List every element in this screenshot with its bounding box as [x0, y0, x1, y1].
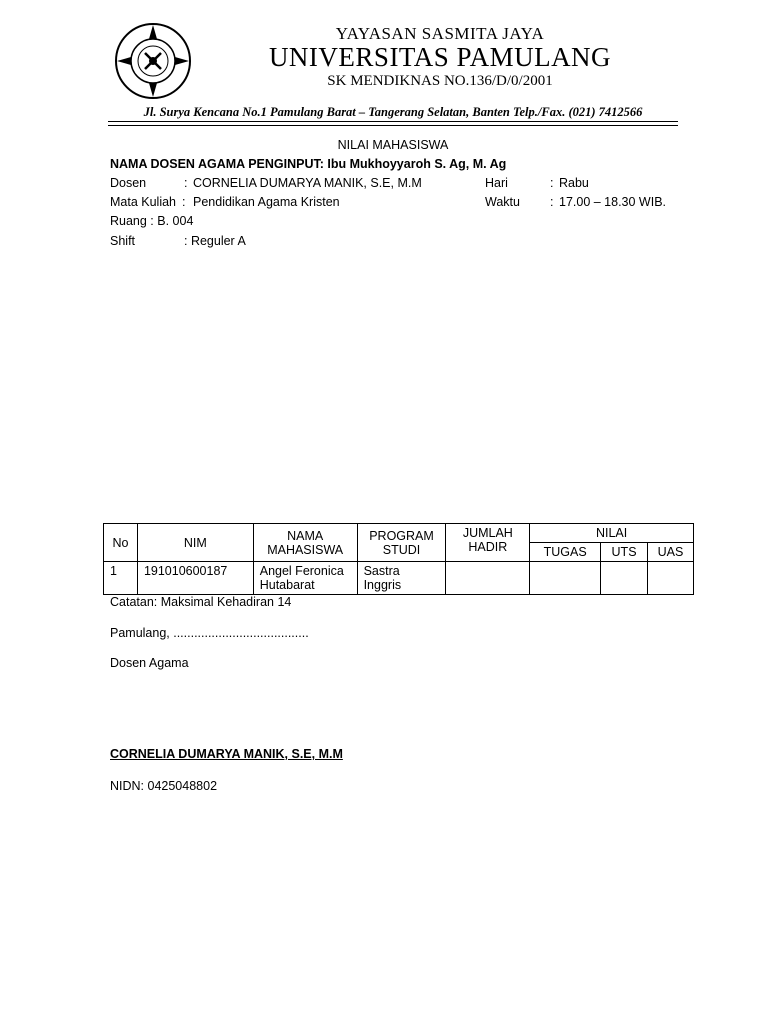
grades-table — [103, 523, 694, 595]
university-logo — [114, 22, 192, 100]
hari-sep: : — [550, 176, 554, 190]
decree-number: SK MENDIKNAS NO.136/D/0/2001 — [327, 73, 553, 89]
cell-hadir — [446, 562, 530, 595]
hari-value: Rabu — [559, 176, 589, 190]
cell-uts — [601, 562, 648, 595]
cell-prodi-2: Inggris — [363, 578, 402, 592]
address-line: Jl. Surya Kencana No.1 Pamulang Barat – Tangerang Selatan, Banten Telp./Fax. (021) 7412566 — [143, 105, 643, 119]
cell-nama — [253, 562, 357, 595]
col-header-nilai: NILAI — [530, 524, 694, 543]
col-header-prodi — [357, 524, 446, 562]
dosen-sep: : — [184, 176, 188, 190]
signer-title: Dosen Agama — [110, 656, 189, 670]
shift-label: Shift — [110, 234, 136, 248]
signer-nidn: NIDN: 0425048802 — [110, 779, 218, 793]
waktu-label: Waktu — [485, 195, 520, 209]
ruang: Ruang : B. 004 — [110, 214, 194, 228]
col-header-no: No — [104, 524, 138, 562]
col-header-hadir — [446, 524, 530, 562]
cell-no: 1 — [104, 562, 138, 595]
waktu-value: 17.00 – 18.30 WIB. — [559, 195, 667, 209]
dosen-value: CORNELIA DUMARYA MANIK, S.E, M.M — [193, 176, 422, 190]
cell-prodi-1: Sastra — [363, 564, 400, 578]
col-header-nama-2: MAHASISWA — [267, 542, 344, 557]
cell-tugas — [530, 562, 601, 595]
matkul-value: Pendidikan Agama Kristen — [193, 195, 340, 209]
col-header-uas: UAS — [647, 543, 693, 562]
dosen-label: Dosen — [110, 176, 147, 190]
col-header-nim: NIM — [137, 524, 253, 562]
header-rule-thick — [108, 121, 678, 122]
table-header-row — [104, 524, 694, 543]
attendance-note: Catatan: Maksimal Kehadiran 14 — [110, 595, 292, 609]
waktu-sep: : — [550, 195, 554, 209]
col-header-prodi-1: PROGRAM — [369, 528, 434, 543]
matkul-label: Mata Kuliah — [110, 195, 177, 209]
page-title: NILAI MAHASISWA — [337, 138, 449, 152]
shift-value: : Reguler A — [184, 234, 246, 248]
place-date: Pamulang, ....................................... — [110, 626, 309, 640]
hari-label: Hari — [485, 176, 508, 190]
col-header-prodi-2: STUDI — [382, 542, 421, 557]
col-header-nama — [253, 524, 357, 562]
col-header-tugas: TUGAS — [530, 543, 601, 562]
cell-nim: 191010600187 — [137, 562, 253, 595]
cell-nama-2: Hutabarat — [259, 578, 315, 592]
col-header-uts: UTS — [601, 543, 648, 562]
header-rule-thin — [108, 125, 678, 126]
signer-name: CORNELIA DUMARYA MANIK, S.E, M.M — [110, 747, 343, 761]
input-lecturer: NAMA DOSEN AGAMA PENGINPUT: Ibu Mukhoyyaroh S. Ag, M. Ag — [110, 157, 507, 171]
col-header-nama-1: NAMA — [287, 528, 324, 543]
cell-prodi — [357, 562, 446, 595]
col-header-hadir-1: JUMLAH — [462, 526, 513, 540]
cell-nama-1: Angel Feronica — [259, 564, 344, 578]
university-name: UNIVERSITAS PAMULANG — [268, 42, 612, 72]
foundation-name: YAYASAN SASMITA JAYA — [335, 24, 545, 43]
table-row — [104, 562, 694, 595]
col-header-hadir-2: HADIR — [468, 540, 508, 554]
matkul-sep: : — [182, 195, 186, 209]
cell-uas — [647, 562, 693, 595]
